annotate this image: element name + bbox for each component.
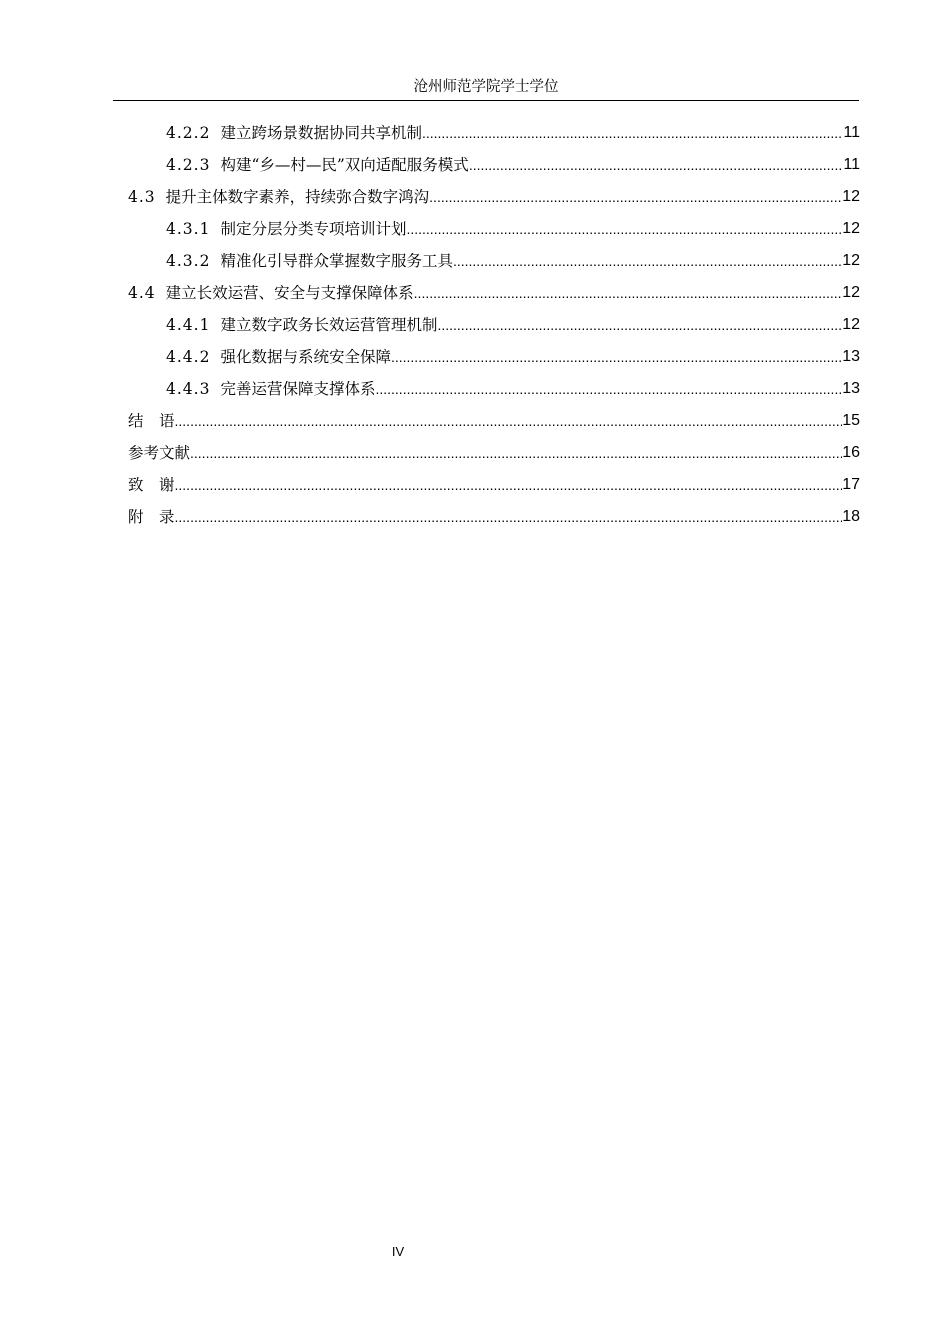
toc-page-number: 12 <box>842 252 860 269</box>
toc-page-number: 12 <box>842 188 860 205</box>
toc-page-number: 17 <box>842 476 860 493</box>
toc-dot-leader <box>391 341 842 373</box>
toc-entry-text: 参考文献 <box>128 444 191 462</box>
page-header <box>113 76 859 101</box>
toc-entry-title <box>166 117 422 149</box>
toc-page-number: 18 <box>842 508 860 525</box>
toc-dot-leader <box>375 373 842 405</box>
toc-entry-4-2-3[interactable] <box>128 149 860 181</box>
toc-entry-4-3[interactable] <box>128 181 860 213</box>
toc-dot-leader <box>175 469 843 501</box>
toc-entry-number: 4.3 <box>128 188 156 206</box>
toc-entry-title <box>166 373 375 405</box>
toc-entry-text: 制定分层分类专项培训计划 <box>220 220 407 238</box>
toc-page-number: 12 <box>842 284 860 301</box>
toc-entry-number: 4.3.2 <box>166 252 211 270</box>
toc-entry-4-3-2[interactable] <box>128 245 860 277</box>
toc-entry-number: 4.4.2 <box>166 348 211 366</box>
toc-entry-acknowledgements[interactable] <box>128 469 860 501</box>
toc-dot-leader <box>437 309 842 341</box>
toc-page-number: 13 <box>842 380 860 397</box>
toc-entry-text: 构建“乡—村—民”双向适配服务模式 <box>220 156 469 174</box>
toc-dot-leader <box>175 405 843 437</box>
toc-entry-4-3-1[interactable] <box>128 213 860 245</box>
toc-dot-leader <box>422 117 843 149</box>
toc-entry-text: 完善运营保障支撑体系 <box>220 380 376 398</box>
toc-entry-text: 致 谢 <box>128 476 175 494</box>
toc-entry-title <box>166 245 453 277</box>
toc-entry-text: 强化数据与系统安全保障 <box>220 348 391 366</box>
toc-page-number: 12 <box>842 220 860 237</box>
toc-dot-leader <box>469 149 844 181</box>
toc-entry-references[interactable] <box>128 437 860 469</box>
toc-entry-number: 4.2.3 <box>166 156 211 174</box>
toc-entry-text: 结 语 <box>128 412 175 430</box>
toc-entry-text: 附 录 <box>128 508 175 526</box>
toc-entry-4-4-1[interactable] <box>128 309 860 341</box>
toc-entry-number: 4.4.1 <box>166 316 211 334</box>
toc-entry-conclusion[interactable] <box>128 405 860 437</box>
header-title: 沧州师范学院学士学位 <box>413 79 559 95</box>
toc-entry-text: 建立数字政务长效运营管理机制 <box>220 316 438 334</box>
toc-dot-leader <box>414 277 843 309</box>
toc-entry-title <box>128 277 414 309</box>
toc-dot-leader <box>406 213 842 245</box>
toc-entry-number: 4.3.1 <box>166 220 211 238</box>
toc-page-number: 11 <box>843 156 860 173</box>
toc-page-number: 16 <box>842 444 860 461</box>
toc-entry-title <box>128 181 429 213</box>
toc-entry-text: 建立长效运营、安全与支撑保障体系 <box>165 284 414 302</box>
toc-entry-number: 4.4.3 <box>166 380 211 398</box>
page-footer <box>0 1244 796 1259</box>
toc-entry-appendix[interactable] <box>128 501 860 533</box>
toc-page-number: 15 <box>842 412 860 429</box>
toc-page-number: 13 <box>842 348 860 365</box>
toc-page-number: 11 <box>843 124 860 141</box>
table-of-contents <box>128 117 860 533</box>
toc-entry-4-2-2[interactable] <box>128 117 860 149</box>
toc-entry-number: 4.4 <box>128 284 156 302</box>
toc-entry-title <box>166 309 437 341</box>
footer-page-number: IV <box>391 1244 405 1259</box>
toc-entry-title <box>166 341 391 373</box>
toc-entry-4-4[interactable] <box>128 277 860 309</box>
toc-entry-text: 精准化引导群众掌握数字服务工具 <box>220 252 453 270</box>
toc-dot-leader <box>175 501 843 533</box>
toc-dot-leader <box>429 181 842 213</box>
toc-entry-title <box>166 149 469 181</box>
toc-entry-text: 提升主体数字素养，持续弥合数字鸿沟 <box>165 188 430 206</box>
toc-entry-number: 4.2.2 <box>166 124 211 142</box>
toc-entry-title <box>166 213 406 245</box>
toc-dot-leader <box>190 437 842 469</box>
toc-dot-leader <box>453 245 842 277</box>
toc-entry-4-4-2[interactable] <box>128 341 860 373</box>
toc-entry-text: 建立跨场景数据协同共享机制 <box>220 124 422 142</box>
toc-page-number: 12 <box>842 316 860 333</box>
toc-entry-4-4-3[interactable] <box>128 373 860 405</box>
